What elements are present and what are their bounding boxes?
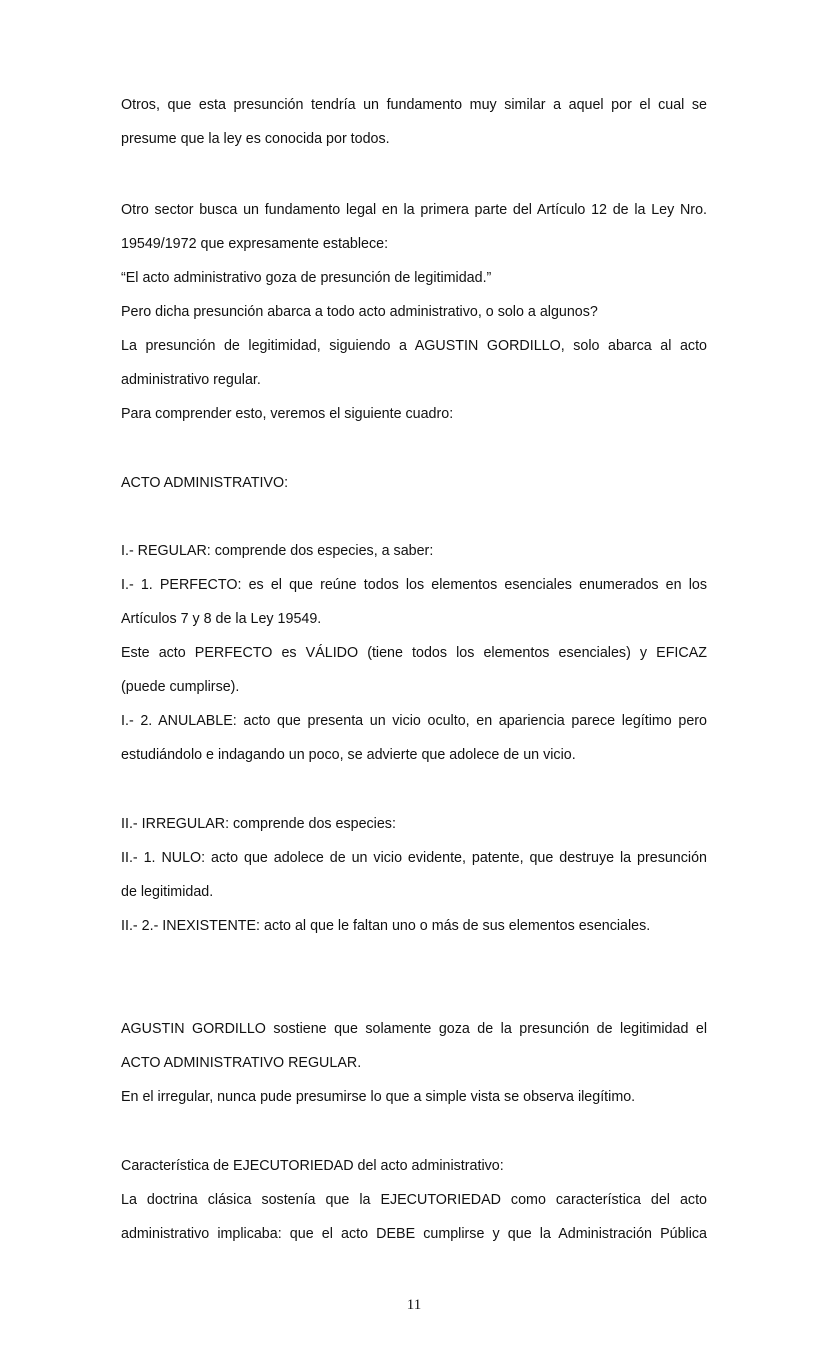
quote-line: “El acto administrativo goza de presunción de legitimidad.” <box>121 270 492 286</box>
list-item: I.- REGULAR: comprende dos especies, a saber: <box>121 543 434 559</box>
paragraph-line: La doctrina clásica sostenía que la EJECUTORIEDAD como característica del acto <box>121 1192 707 1208</box>
paragraph-line: 19549/1972 que expresamente establece: <box>121 236 389 252</box>
paragraph-line: Para comprender esto, veremos el siguiente cuadro: <box>121 406 454 422</box>
list-item-continuation: Artículos 7 y 8 de la Ley 19549. <box>121 611 322 627</box>
list-item: II.- IRREGULAR: comprende dos especies: <box>121 816 396 832</box>
paragraph-line: AGUSTIN GORDILLO sostiene que solamente goza de la presunción de legitimidad el <box>121 1021 707 1037</box>
paragraph-line: Pero dicha presunción abarca a todo acto administrativo, o solo a algunos? <box>121 304 598 320</box>
list-item-continuation: estudiándolo e indagando un poco, se advierte que adolece de un vicio. <box>121 747 576 763</box>
list-item: II.- 1. NULO: acto que adolece de un vicio evidente, patente, que destruye la presunción <box>121 850 707 866</box>
paragraph-line: En el irregular, nunca pude presumirse lo que a simple vista se observa ilegítimo. <box>121 1089 636 1105</box>
paragraph-line: Este acto PERFECTO es VÁLIDO (tiene todos los elementos esenciales) y EFICAZ <box>121 645 707 661</box>
paragraph-line: (puede cumplirse). <box>121 679 240 695</box>
list-item: I.- 2. ANULABLE: acto que presenta un vicio oculto, en apariencia parece legítimo pero <box>121 713 707 729</box>
section-heading: Característica de EJECUTORIEDAD del acto administrativo: <box>121 1158 504 1174</box>
section-heading: ACTO ADMINISTRATIVO: <box>121 475 289 491</box>
paragraph-line: administrativo regular. <box>121 372 261 388</box>
paragraph-line: Otro sector busca un fundamento legal en la primera parte del Artículo 12 de la Ley Nro. <box>121 202 707 218</box>
paragraph-line: presume que la ley es conocida por todos. <box>121 131 390 147</box>
paragraph-line: La presunción de legitimidad, siguiendo a AGUSTIN GORDILLO, solo abarca al acto <box>121 338 707 354</box>
paragraph-line: administrativo implicaba: que el acto DEBE cumplirse y que la Administración Pública <box>121 1226 707 1242</box>
paragraph-line: Otros, que esta presunción tendría un fundamento muy similar a aquel por el cual se <box>121 97 707 113</box>
list-item: II.- 2.- INEXISTENTE: acto al que le faltan uno o más de sus elementos esenciales. <box>121 918 651 934</box>
paragraph-line: ACTO ADMINISTRATIVO REGULAR. <box>121 1055 362 1071</box>
list-item-continuation: de legitimidad. <box>121 884 214 900</box>
document-page <box>121 0 707 1363</box>
page-number: 11 <box>406 1297 422 1313</box>
list-item: I.- 1. PERFECTO: es el que reúne todos los elementos esenciales enumerados en los <box>121 577 707 593</box>
